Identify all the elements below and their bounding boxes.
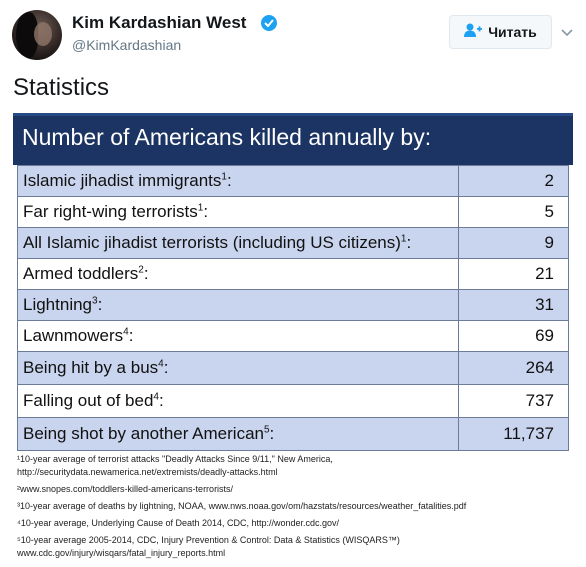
row-label-suffix: : xyxy=(163,358,169,377)
row-label-suffix: : xyxy=(97,295,103,314)
table-row xyxy=(18,385,569,418)
row-label-text: Falling out of bed xyxy=(23,391,154,410)
row-label-suffix: : xyxy=(158,391,164,410)
row-label xyxy=(18,197,459,228)
footnote-ref: 1 xyxy=(400,233,407,245)
table-row xyxy=(18,418,569,451)
row-label-suffix: : xyxy=(203,202,209,221)
table-row xyxy=(18,259,569,290)
footnote-ref: 4 xyxy=(158,358,164,370)
footnote-ref: 1 xyxy=(221,171,227,183)
avatar[interactable] xyxy=(12,10,62,60)
user-handle[interactable]: @KimKardashian xyxy=(72,37,182,53)
footnote-line: ⁵10-year average 2005-2014, CDC, Injury Prevention & Control: Data & Statistics (WISQARS™) xyxy=(17,535,400,545)
row-label-text: Being shot by another American xyxy=(23,424,264,443)
row-label-text: Lawnmowers xyxy=(23,326,124,345)
footnote-line: ¹10-year average of terrorist attacks "Deadly Attacks Since 9/11," New America, xyxy=(17,454,333,464)
row-value: 2 xyxy=(459,166,569,197)
row-label xyxy=(18,418,459,451)
row-label-text: Lightning xyxy=(23,295,93,314)
row-label xyxy=(18,228,459,259)
footnote-line: ⁴10-year average, Underlying Cause of Death 2014, CDC, http://wonder.cdc.gov/ xyxy=(17,518,340,528)
table-row xyxy=(18,321,569,352)
stats-table xyxy=(17,165,569,451)
row-value: 9 xyxy=(459,228,569,259)
row-label-text: All Islamic jihadist terrorists (including US citizens) xyxy=(23,233,401,252)
footnote-line: ³10-year average of deaths by lightning, NOAA, www.nws.noaa.gov/om/hazstats/resources/weather_fatalities.pdf xyxy=(17,501,467,511)
table-row xyxy=(18,228,569,259)
row-label xyxy=(18,290,459,321)
row-label-suffix: : xyxy=(143,264,149,283)
row-value: 31 xyxy=(459,290,569,321)
footnote-line: www.cdc.gov/injury/wisqars/fatal_injury_reports.html xyxy=(17,548,226,558)
row-value: 11,737 xyxy=(459,418,569,451)
image-title: Number of Americans killed annually by: xyxy=(22,124,432,150)
row-value: 69 xyxy=(459,321,569,352)
row-label-text: Far right-wing terrorists xyxy=(23,202,198,221)
row-label xyxy=(18,385,459,418)
add-user-icon xyxy=(464,23,482,42)
row-label-text: Islamic jihadist immigrants xyxy=(23,171,222,190)
footnote-ref: 3 xyxy=(92,295,98,307)
row-label-suffix: : xyxy=(269,424,275,443)
tweet-header xyxy=(0,0,586,64)
footnote-gap xyxy=(17,560,569,564)
row-value: 264 xyxy=(459,352,569,385)
follow-button[interactable] xyxy=(449,15,552,49)
image-title-bar xyxy=(13,113,573,165)
row-label-text: Armed toddlers xyxy=(23,264,139,283)
table-row xyxy=(18,352,569,385)
footnote-ref: 4 xyxy=(153,391,159,403)
footnote-ref: 2 xyxy=(138,264,144,276)
footnote-ref: 1 xyxy=(197,202,204,214)
row-label xyxy=(18,259,459,290)
verified-badge-icon xyxy=(261,15,277,31)
row-label-text: Being hit by a bus xyxy=(23,358,159,377)
footnote-ref: 5 xyxy=(263,424,270,436)
follow-button-label: Читать xyxy=(488,24,537,40)
row-label xyxy=(18,352,459,385)
table-row xyxy=(18,290,569,321)
footnotes xyxy=(17,453,569,564)
footnote-line: ²www.snopes.com/toddlers-killed-americans-terrorists/ xyxy=(17,484,234,494)
chevron-down-icon[interactable] xyxy=(560,25,574,39)
row-label xyxy=(18,166,459,197)
footnote-line: http://securitydata.newamerica.net/extremists/deadly-attacks.html xyxy=(17,467,278,477)
row-value: 737 xyxy=(459,385,569,418)
row-label-suffix: : xyxy=(406,233,412,252)
row-value: 21 xyxy=(459,259,569,290)
tweet-text: Statistics xyxy=(13,74,110,101)
table-row xyxy=(18,166,569,197)
display-name[interactable]: Kim Kardashian West xyxy=(72,13,247,32)
row-label-suffix: : xyxy=(128,326,134,345)
footnote-ref: 4 xyxy=(123,326,129,338)
row-label-suffix: : xyxy=(226,171,232,190)
table-row xyxy=(18,197,569,228)
row-value: 5 xyxy=(459,197,569,228)
row-label xyxy=(18,321,459,352)
avatar-face xyxy=(34,22,52,46)
tweet-photo[interactable] xyxy=(13,113,573,567)
